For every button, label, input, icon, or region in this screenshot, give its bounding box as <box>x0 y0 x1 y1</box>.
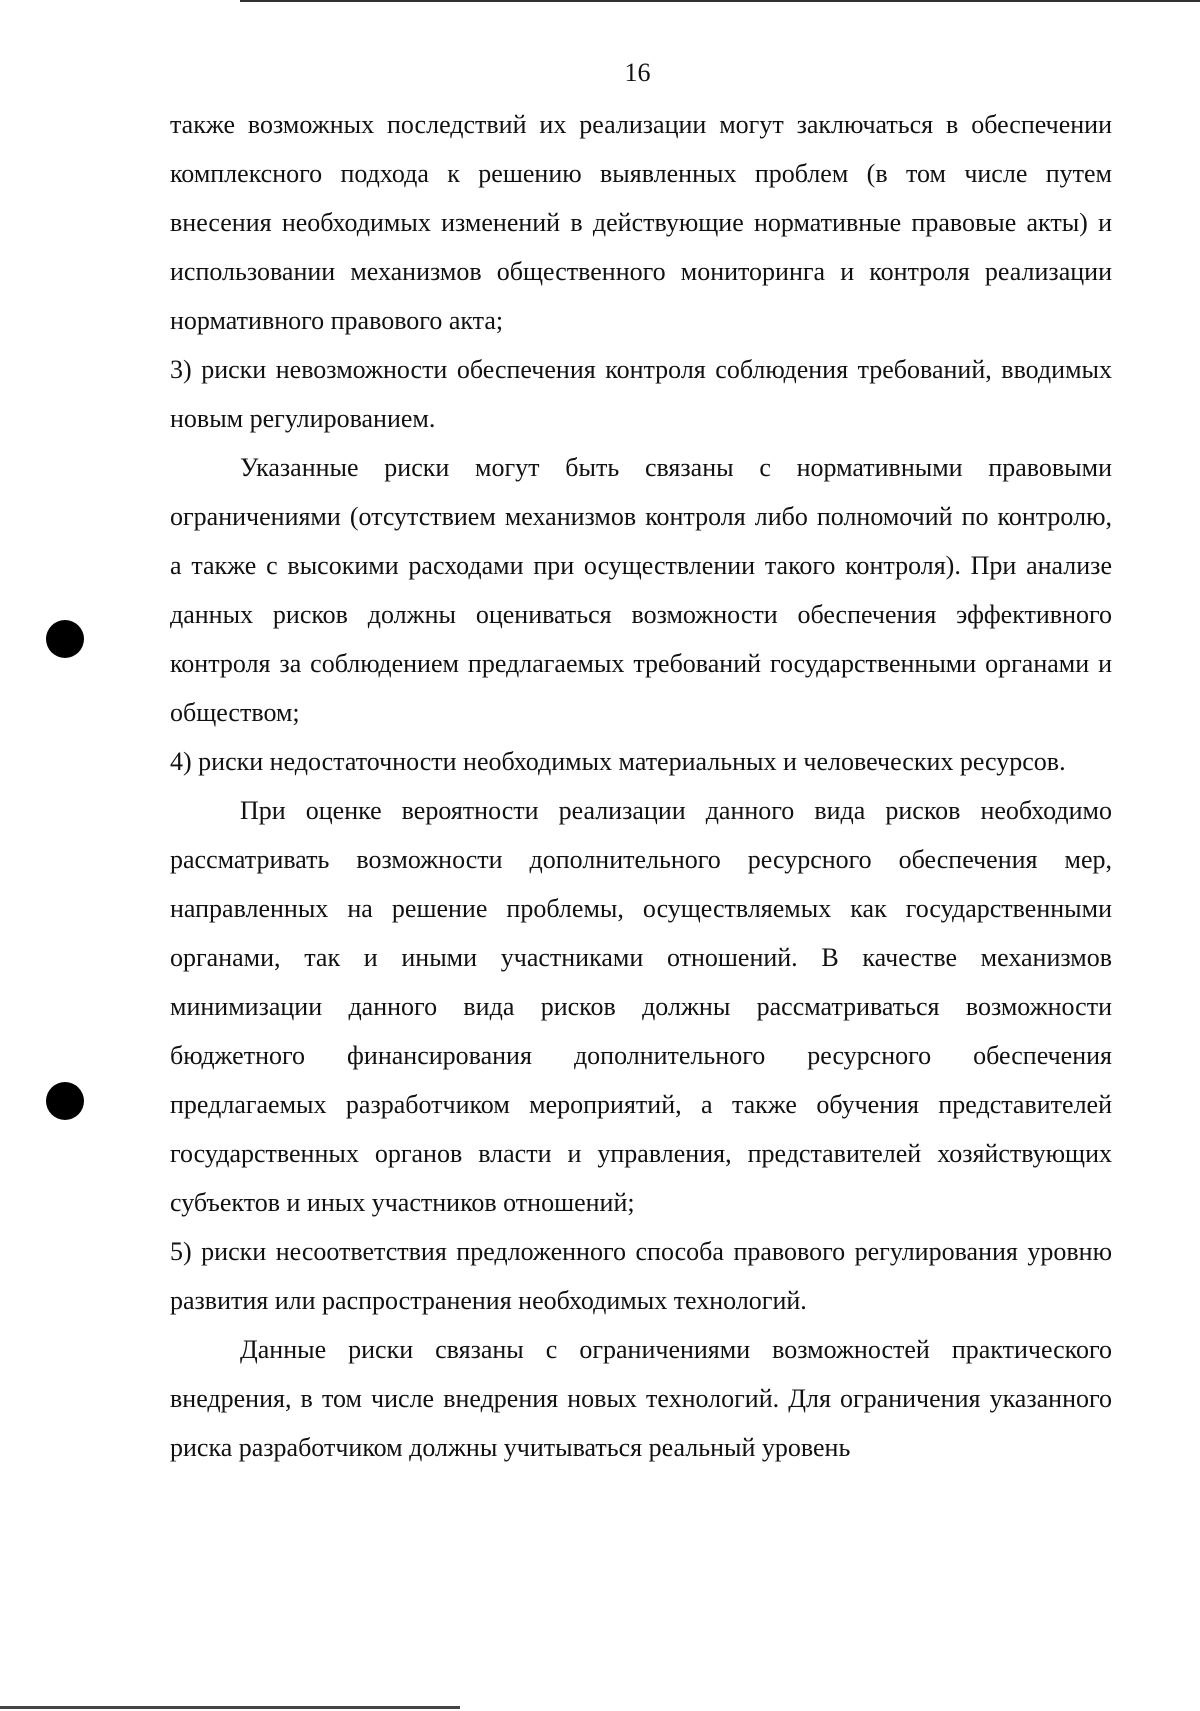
document-body <box>170 100 1112 1472</box>
list-item-4: 4) риски недостаточности необходимых материальных и человеческих ресурсов. <box>170 747 1066 776</box>
page-number: 16 <box>624 58 651 87</box>
punch-hole <box>46 1082 84 1120</box>
paragraph-continuation: также возможных последствий их реализации могут заключаться в обеспечении комплексного подхода к решению выявленных проблем (в том числе путем внесения необходимых изменений в действующие нормативные правовые акты) и использовании механизмов общественного мониторинга и контроля реализации нормативного правового акта; <box>170 110 1112 335</box>
paragraph: Указанные риски могут быть связаны с нормативными правовыми ограничениями (отсутствием механизмов контроля либо полномочий по контролю, а также с высокими расходами при осуществлении такого контроля). При анализе данных рисков должны оцениваться возможности обеспечения эффективного контроля за соблюдением предлагаемых требований государственными органами и обществом; <box>170 453 1112 727</box>
paragraph: При оценке вероятности реализации данного вида рисков необходимо рассматривать возможности дополнительного ресурсного обеспечения мер, направленных на решение проблемы, осуществляемых как государственными органами, так и иными участниками отношений. В качестве механизмов минимизации данного вида рисков должны рассматриваться возможности бюджетного финансирования дополнительного ресурсного обеспечения предлагаемых разработчиком мероприятий, а также обучения представителей государственных органов власти и управления, представителей хозяйствующих субъектов и иных участников отношений; <box>170 796 1112 1217</box>
punch-hole <box>46 620 84 658</box>
list-item-5: 5) риски несоответствия предложенного способа правового регулирования уровню развития или распространения необходимых технологий. <box>170 1237 1112 1315</box>
paragraph: Данные риски связаны с ограничениями возможностей практического внедрения, в том числе внедрения новых технологий. Для ограничения указанного риска разработчиком должны учитываться реальный уровень <box>170 1335 1112 1462</box>
scan-edge-top <box>240 0 1200 2</box>
scan-edge-bottom <box>0 1706 460 1709</box>
list-item-3: 3) риски невозможности обеспечения контроля соблюдения требований, вводимых новым регулированием. <box>170 355 1112 433</box>
